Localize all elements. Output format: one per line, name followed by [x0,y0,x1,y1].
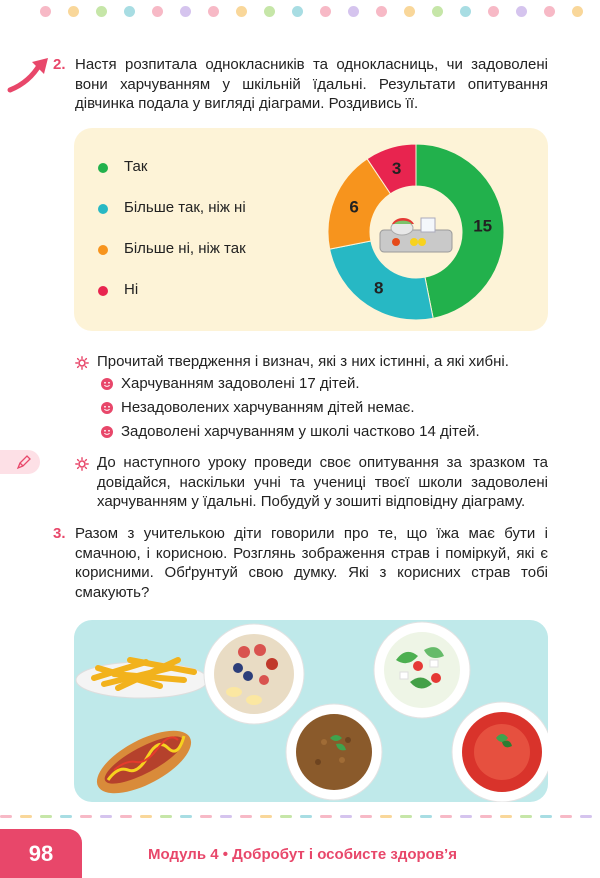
sun-bullet-icon [75,457,89,471]
task-2 [53,55,548,114]
decor-dot [236,6,247,17]
decor-dot [572,6,583,17]
homework-text: До наступного уроку проведи своє опитування за зразком та довідайся, наскільки учні та учениці твоєї школи задоволені харчуванням у їдальні. Побудуй у зошиті відповідну діаграму. [97,454,548,510]
decor-dash [140,815,152,818]
chart-panel [74,128,548,331]
decor-dash [460,815,472,818]
decor-dash [360,815,372,818]
sun-bullet-icon [75,356,89,370]
decor-dash [340,815,352,818]
decor-dot [208,6,219,17]
decor-dash [500,815,512,818]
statement-3: Задоволені харчуванням у школі частково 14 дітей. [121,423,480,440]
decor-dash [580,815,592,818]
legend-dot [98,204,108,214]
legend-label: Більше ні, ніж так [124,240,246,257]
decor-dash [260,815,272,818]
bottom-dashes-decoration [0,815,600,819]
module-title: Модуль 4 • Добробут і особисте здоров’я [148,846,457,863]
decor-dot [264,6,275,17]
decor-dash [320,815,332,818]
decor-dash [80,815,92,818]
pencil-icon [16,454,32,470]
decor-dash [180,815,192,818]
top-dots-decoration [40,6,600,20]
decor-dash [560,815,572,818]
food-illustrations [74,620,548,802]
decor-dash [120,815,132,818]
decor-dot [180,6,191,17]
legend-label: Так [124,158,148,175]
statements-intro: Прочитай твердження і визнач, які з них істинні, а які хибні. [97,353,509,370]
task-3-text: Разом з учителькою діти говорили про те, що їжа має бути і смачною, і корисною. Розглянь зображення страв і поміркуй, які є корисними. Обґрунтуй свою думку. Які з корисних страв тобі смакують? [75,525,548,601]
pink-arrow-icon [6,56,52,96]
donut-data-label: 15 [473,216,493,236]
food-panel [74,620,548,802]
buckwheat-bowl-illustration [286,704,382,800]
donut-data-label: 3 [391,158,402,178]
decor-dot [40,6,51,17]
task-2-number: 2. [53,56,66,73]
decor-dot [68,6,79,17]
decor-dot [348,6,359,17]
decor-dash [520,815,532,818]
legend-dot [98,163,108,173]
decor-dot [516,6,527,17]
french-fries-illustration [76,660,208,698]
food-tray-icon [380,218,452,252]
decor-dash [380,815,392,818]
decor-dash [240,815,252,818]
page-number: 98 [28,841,54,866]
salad-bowl-illustration [374,622,470,718]
donut-data-label: 6 [349,197,359,217]
smile-bullet-icon [101,378,113,390]
decor-dot [404,6,415,17]
decor-dash [20,815,32,818]
decor-dash [0,815,12,818]
decor-dash [400,815,412,818]
decor-dot [152,6,163,17]
tomato-soup-illustration [452,702,548,802]
decor-dot [544,6,555,17]
decor-dash [440,815,452,818]
decor-dot [460,6,471,17]
task-3-number: 3. [53,525,66,542]
task-3 [53,524,548,602]
decor-dash [220,815,232,818]
legend-label: Ні [124,281,139,298]
decor-dot [376,6,387,17]
statement-2: Незадоволених харчуванням дітей немає. [121,399,415,416]
decor-dash [540,815,552,818]
oatmeal-bowl-illustration [204,624,304,724]
statement-1: Харчуванням задоволені 17 дітей. [121,375,360,392]
decor-dash [160,815,172,818]
decor-dot [124,6,135,17]
legend-dot [98,286,108,296]
decor-dash [280,815,292,818]
decor-dash [420,815,432,818]
decor-dash [200,815,212,818]
decor-dot [432,6,443,17]
side-tab [0,450,40,474]
decor-dash [60,815,72,818]
decor-dash [480,815,492,818]
decor-dot [320,6,331,17]
legend-dot [98,245,108,255]
decor-dash [100,815,112,818]
smile-bullet-icon [101,426,113,438]
decor-dot [96,6,107,17]
hot-dog-illustration [88,718,200,802]
donut-chart [326,142,506,322]
donut-data-label: 8 [374,278,384,298]
decor-dash [300,815,312,818]
decor-dash [40,815,52,818]
decor-dot [488,6,499,17]
legend-label: Більше так, ніж ні [124,199,246,216]
decor-dot [292,6,303,17]
smile-bullet-icon [101,402,113,414]
task-2-text: Настя розпитала однокласників та однокласниць, чи задоволені вони харчуванням у шкільній їдальні. Результати опитування дівчинка подала у вигляді діаграми. Роздивись її. [75,56,548,112]
